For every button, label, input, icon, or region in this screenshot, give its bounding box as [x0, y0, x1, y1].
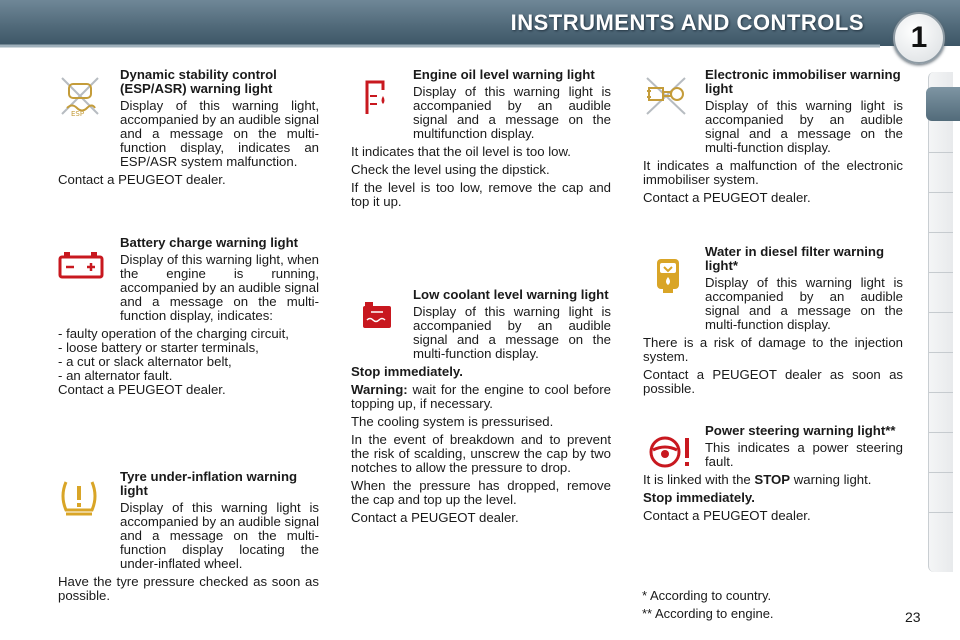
coolant-warning	[351, 383, 611, 411]
svg-text:ESP: ESP	[71, 110, 85, 118]
coolant-text-1: Display of this warning light is accompanied by an audible signal and a message on the multi-function display.	[413, 304, 611, 361]
power-steering-icon	[647, 432, 693, 472]
battery-text-1: Display of this warning light, when the engine is running, accompanied by an audible signal and a message on the multi-function display, indicates:	[120, 252, 319, 323]
esp-text-1: Display of this warning light, accompanied by an audible signal and a message on the multi-function display, indicates an ESP/ASR system malfunction.	[120, 98, 319, 169]
list-item: - an alternator fault.	[58, 369, 319, 383]
tab-divider	[929, 152, 953, 153]
list-item: - loose battery or starter terminals,	[58, 341, 319, 355]
steering-text-2c: warning light.	[790, 472, 872, 487]
oil-title: Engine oil level warning light	[413, 67, 595, 82]
oil-section	[351, 68, 611, 213]
tyre-text-2: Have the tyre pressure checked as soon as possible.	[58, 574, 319, 603]
footnote-engine: ** According to engine.	[642, 606, 774, 621]
coolant-title: Low coolant level warning light	[413, 287, 609, 302]
tab-divider	[929, 312, 953, 313]
battery-text-2: Contact a PEUGEOT dealer.	[58, 382, 226, 397]
tab-divider	[929, 232, 953, 233]
page-header	[0, 0, 960, 58]
battery-section	[58, 236, 319, 401]
steering-text-1: This indicates a power steering fault.	[705, 440, 903, 469]
tab-divider	[929, 352, 953, 353]
esp-title: Dynamic stability control (ESP/ASR) warning light	[120, 67, 277, 96]
coolant-text-5: Contact a PEUGEOT dealer.	[351, 510, 519, 525]
oil-text-4: If the level is too low, remove the cap and top it up.	[351, 180, 611, 209]
oil-text-2: It indicates that the oil level is too low.	[351, 144, 571, 159]
battery-fault-list	[58, 327, 319, 383]
tyre-title: Tyre under-inflation warning light	[120, 469, 298, 498]
tyre-text-1: Display of this warning light is accompanied by an audible signal and a message on the multi-function display locating the under-inflated wheel.	[120, 500, 319, 571]
tab-divider	[929, 432, 953, 433]
water-section	[643, 245, 903, 400]
immobiliser-text-3: Contact a PEUGEOT dealer.	[643, 190, 811, 205]
header-swoosh	[0, 44, 960, 50]
coolant-text-3: In the event of breakdown and to prevent the risk of scalding, unscrew the cap by two notches to allow the pressure to drop.	[351, 432, 611, 475]
battery-warning-icon	[58, 248, 104, 280]
coolant-warning-label: Warning:	[351, 382, 408, 397]
water-text-2: There is a risk of damage to the injection system.	[643, 335, 903, 364]
list-item: - faulty operation of the charging circuit,	[58, 327, 319, 341]
tab-divider	[929, 192, 953, 193]
page-number: 23	[905, 609, 921, 625]
steering-text-2	[643, 473, 903, 487]
water-title: Water in diesel filter warning light*	[705, 244, 885, 273]
stop-label: STOP	[754, 472, 791, 487]
footnotes	[642, 588, 774, 624]
chapter-number-badge: 1	[893, 12, 945, 64]
immobiliser-text-1: Display of this warning light is accompanied by an audible signal and a message on the multi-function display.	[705, 98, 903, 155]
list-item: - a cut or slack alternator belt,	[58, 355, 319, 369]
footnote-country: * According to country.	[642, 588, 772, 603]
immobiliser-key-icon	[643, 74, 689, 118]
coolant-warning-text: wait for the engine to cool before topping up, if necessary.	[351, 382, 611, 411]
oil-level-icon	[357, 74, 391, 118]
esp-text-2: Contact a PEUGEOT dealer.	[58, 172, 226, 187]
tyre-section	[58, 470, 319, 607]
water-text-3: Contact a PEUGEOT dealer as soon as possible.	[643, 367, 903, 396]
steering-stop: Stop immediately.	[643, 490, 755, 505]
oil-text-1: Display of this warning light is accompanied by an audible signal and a message on the multifunction display.	[413, 84, 611, 141]
battery-title: Battery charge warning light	[120, 235, 299, 250]
tyre-pressure-icon	[58, 476, 100, 518]
tab-divider	[929, 392, 953, 393]
coolant-text-2: The cooling system is pressurised.	[351, 414, 554, 429]
tab-divider	[929, 472, 953, 473]
immobiliser-title: Electronic immobiliser warning light	[705, 67, 901, 96]
tab-divider	[929, 272, 953, 273]
tab-divider	[929, 512, 953, 513]
chapter-tabs	[928, 72, 953, 572]
coolant-section	[351, 288, 611, 529]
coolant-level-icon	[359, 298, 395, 334]
immobiliser-section	[643, 68, 903, 209]
steering-section	[643, 424, 903, 527]
water-text-1: Display of this warning light is accompanied by an audible signal and a message on the multi-function display.	[705, 275, 903, 332]
esp-warning-icon	[58, 74, 102, 118]
immobiliser-text-2: It indicates a malfunction of the electronic immobiliser system.	[643, 158, 903, 187]
active-chapter-tab[interactable]	[926, 87, 960, 121]
steering-text-2a: It is linked with the	[643, 472, 755, 487]
steering-title: Power steering warning light**	[705, 423, 896, 438]
oil-text-3: Check the level using the dipstick.	[351, 162, 550, 177]
steering-text-3: Contact a PEUGEOT dealer.	[643, 508, 811, 523]
esp-section	[58, 68, 319, 191]
coolant-text-4: When the pressure has dropped, remove the cap and top up the level.	[351, 478, 611, 507]
coolant-stop: Stop immediately.	[351, 364, 463, 379]
water-in-fuel-icon	[651, 255, 685, 295]
chapter-title: INSTRUMENTS AND CONTROLS	[510, 10, 864, 35]
